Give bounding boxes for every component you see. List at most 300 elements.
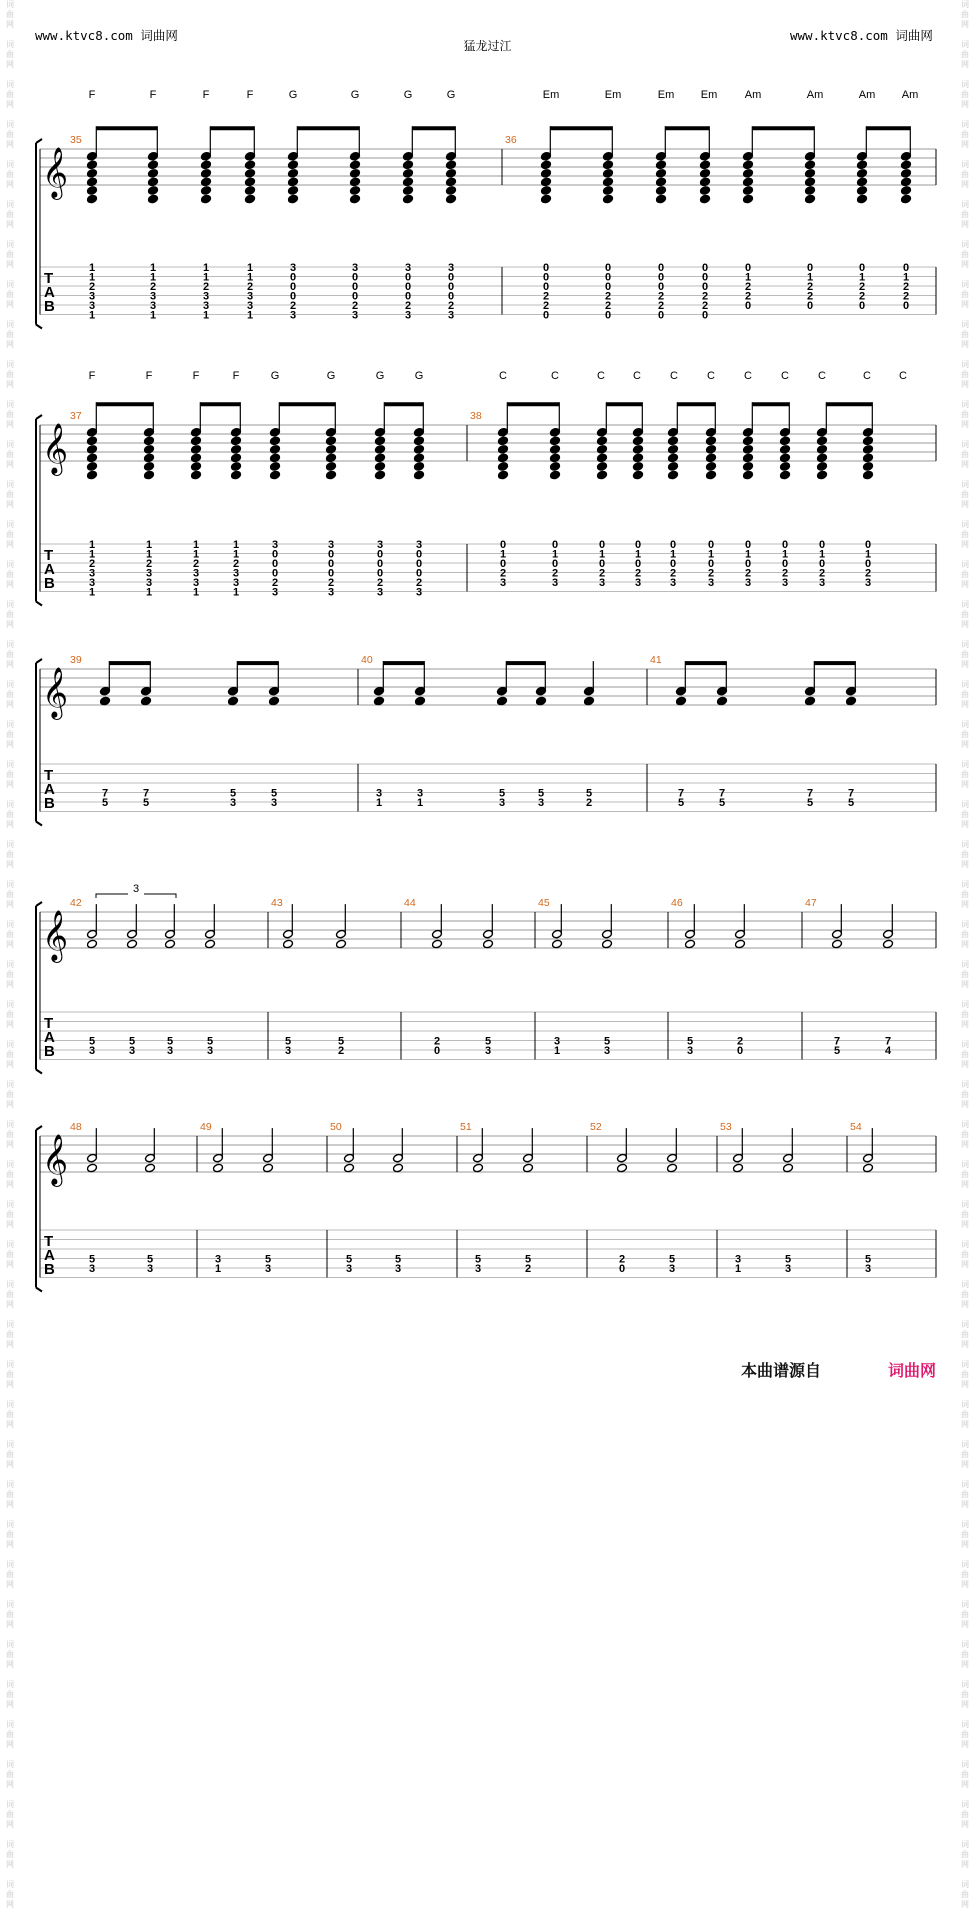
notehead: [213, 1163, 224, 1173]
tab-fret-number: 3: [88, 1045, 96, 1057]
tab-fret-number: 0: [781, 539, 789, 551]
notehead: [523, 1163, 534, 1173]
tab-fret-number: 2: [202, 281, 210, 293]
notehead: [432, 939, 443, 949]
tab-fret-number: 5: [166, 1035, 174, 1048]
tab-fret-number: 3: [415, 539, 423, 551]
tab-fret-number: 2: [145, 558, 153, 570]
tab-fret-number: 3: [289, 309, 297, 322]
notehead: [857, 169, 868, 179]
notehead: [700, 169, 711, 179]
tab-fret-number: 0: [858, 262, 866, 274]
tab-fret-number: 3: [634, 577, 642, 589]
notehead: [374, 696, 385, 706]
tab-fret-number: 7: [718, 787, 726, 800]
notehead: [817, 436, 828, 446]
notehead: [191, 470, 202, 480]
beam: [507, 402, 559, 406]
tab-fret-number: 3: [744, 577, 752, 589]
tab-fret-number: 1: [806, 271, 814, 284]
notehead: [87, 186, 98, 196]
tab-fret-number: 0: [542, 262, 550, 274]
beam: [384, 402, 423, 406]
measure-number: 46: [671, 897, 683, 909]
tab-fret-number: 3: [145, 567, 153, 580]
tab-fret-number: 3: [734, 1253, 742, 1266]
notehead: [550, 462, 561, 472]
notehead: [901, 160, 912, 170]
notehead: [743, 160, 754, 170]
tab-fret-number: 0: [447, 290, 455, 303]
tab-fret-number: 0: [289, 290, 297, 303]
tab-fret-number: 1: [145, 539, 153, 551]
tab-fret-number: 0: [818, 558, 826, 570]
notehead: [700, 194, 711, 204]
tab-fret-number: 0: [351, 281, 359, 293]
notehead: [541, 186, 552, 196]
tab-fret-number: 7: [101, 787, 109, 800]
tab-fret-number: 0: [902, 262, 910, 274]
tab-fret-number: 2: [806, 290, 814, 303]
tab-clef-letter: T: [44, 1015, 54, 1032]
chord-name: C: [863, 370, 871, 382]
treble-clef-icon: 𝄞: [42, 424, 69, 473]
tab-fret-number: 2: [806, 281, 814, 293]
notehead: [87, 445, 98, 455]
notehead: [344, 1163, 355, 1173]
tab-fret-number: 7: [833, 1035, 841, 1048]
tab-fret-number: 1: [202, 262, 210, 274]
chord-name: G: [350, 89, 360, 101]
tab-fret-number: 0: [351, 290, 359, 303]
notehead: [552, 939, 563, 949]
notehead: [326, 445, 337, 455]
tab-fret-number: 1: [232, 548, 240, 561]
notehead: [706, 470, 717, 480]
tab-fret-number: 0: [701, 271, 709, 284]
chord-name: G: [288, 89, 298, 101]
treble-clef-icon: 𝄞: [42, 148, 69, 197]
chord-name: F: [88, 89, 96, 101]
tab-fret-number: 3: [376, 539, 384, 551]
notehead: [597, 462, 608, 472]
notehead: [403, 160, 414, 170]
notehead: [245, 194, 256, 204]
measure-number: 38: [470, 410, 482, 422]
tab-fret-number: 5: [718, 797, 726, 809]
tab-fret-number: 2: [499, 567, 507, 580]
notehead: [403, 186, 414, 196]
notehead: [144, 436, 155, 446]
tab-clef-letter: B: [44, 795, 55, 812]
notehead: [375, 445, 386, 455]
notehead: [205, 939, 216, 949]
tab-fret-number: 3: [415, 586, 423, 599]
tab-fret-number: 3: [232, 567, 240, 580]
tab-fret-number: 0: [806, 300, 814, 312]
notehead: [144, 462, 155, 472]
notehead: [165, 939, 176, 949]
tab-fret-number: 2: [604, 300, 612, 312]
notehead: [350, 169, 361, 179]
notehead: [735, 939, 746, 949]
tab-fret-number: 1: [192, 539, 200, 551]
tab-fret-number: 1: [634, 548, 642, 561]
tab-fret-number: 3: [394, 1263, 402, 1275]
tab-fret-number: 3: [166, 1045, 174, 1057]
tab-fret-number: 5: [146, 1253, 154, 1266]
tab-fret-number: 3: [145, 577, 153, 589]
notehead: [288, 194, 299, 204]
tab-fret-number: 1: [551, 548, 559, 561]
tab-fret-number: 5: [537, 787, 545, 800]
tab-fret-number: 5: [88, 1253, 96, 1266]
tab-fret-number: 3: [88, 1263, 96, 1275]
notehead: [375, 470, 386, 480]
tab-fret-number: 2: [744, 281, 752, 293]
notehead: [326, 470, 337, 480]
notehead: [375, 462, 386, 472]
tab-fret-number: 0: [657, 281, 665, 293]
tab-fret-number: 5: [864, 1253, 872, 1266]
notehead: [498, 462, 509, 472]
notehead: [446, 169, 457, 179]
beam: [96, 126, 157, 130]
measure-number: 52: [590, 1121, 602, 1133]
notehead: [863, 462, 874, 472]
chord-name: Em: [542, 89, 560, 101]
tab-fret-number: 3: [668, 1263, 676, 1275]
chord-name: Am: [901, 89, 919, 101]
notehead: [805, 696, 816, 706]
chord-name: G: [326, 370, 336, 382]
tab-fret-number: 0: [404, 281, 412, 293]
tab-fret-number: 0: [864, 558, 872, 570]
song-title: 猛龙过江: [463, 39, 512, 53]
beam: [210, 126, 254, 130]
beam: [109, 661, 150, 665]
notehead: [326, 462, 337, 472]
beam: [866, 126, 910, 130]
tab-fret-number: 0: [542, 281, 550, 293]
tab-fret-number: 2: [902, 290, 910, 303]
tab-fret-number: 2: [657, 300, 665, 312]
tab-fret-number: 3: [88, 567, 96, 580]
tab-fret-number: 2: [669, 567, 677, 580]
chord-name: C: [499, 370, 507, 382]
notehead: [603, 169, 614, 179]
tab-fret-number: 5: [677, 797, 685, 809]
tab-fret-number: 1: [499, 548, 507, 561]
tab-fret-number: 1: [88, 548, 96, 561]
tab-fret-number: 1: [246, 309, 254, 322]
tab-fret-number: 0: [404, 290, 412, 303]
notehead: [602, 939, 613, 949]
tab-fret-number: 2: [618, 1253, 626, 1266]
notehead: [541, 194, 552, 204]
tab-clef-letter: A: [44, 284, 55, 301]
measure-number: 42: [70, 897, 82, 909]
chord-name: G: [446, 89, 456, 101]
tab-fret-number: 3: [149, 290, 157, 303]
notehead: [415, 696, 426, 706]
notehead: [100, 696, 111, 706]
notehead: [269, 696, 280, 706]
tab-fret-number: 0: [327, 548, 335, 561]
tab-fret-number: 1: [88, 586, 96, 599]
tab-fret-number: 1: [864, 548, 872, 561]
beam: [279, 402, 335, 406]
notehead: [403, 169, 414, 179]
chord-name: C: [707, 370, 715, 382]
chord-name: G: [270, 370, 280, 382]
notehead: [270, 445, 281, 455]
tab-fret-number: 0: [736, 1045, 744, 1057]
tab-fret-number: 2: [864, 567, 872, 580]
tab-fret-number: 2: [192, 558, 200, 570]
notehead: [805, 169, 816, 179]
notehead: [633, 445, 644, 455]
tab-clef-letter: B: [44, 1261, 55, 1278]
tab-fret-number: 3: [404, 309, 412, 322]
tab-fret-number: 5: [284, 1035, 292, 1048]
notehead: [883, 939, 894, 949]
tab-fret-number: 5: [101, 797, 109, 809]
tab-fret-number: 2: [271, 577, 279, 589]
chord-name: C: [633, 370, 641, 382]
tab-fret-number: 0: [657, 262, 665, 274]
tab-fret-number: 5: [603, 1035, 611, 1048]
tab-clef-letter: B: [44, 298, 55, 315]
tab-fret-number: 3: [202, 290, 210, 303]
notehead: [201, 169, 212, 179]
tab-fret-number: 2: [404, 300, 412, 312]
notehead: [270, 462, 281, 472]
tab-fret-number: 0: [707, 539, 715, 551]
tab-fret-number: 0: [744, 558, 752, 570]
measure-number: 54: [850, 1121, 862, 1133]
header-site-left[interactable]: www.ktvc8.com 词曲网: [35, 28, 178, 43]
notehead: [805, 186, 816, 196]
measure-number: 43: [271, 897, 283, 909]
tab-fret-number: 0: [744, 539, 752, 551]
chord-name: C: [899, 370, 907, 382]
chord-name: F: [202, 89, 210, 101]
footer-logo[interactable]: 词曲网: [888, 1361, 937, 1380]
chord-name: C: [597, 370, 605, 382]
tab-fret-number: 1: [669, 548, 677, 561]
notehead: [446, 194, 457, 204]
chord-name: F: [192, 370, 200, 382]
notehead: [597, 445, 608, 455]
notehead: [857, 160, 868, 170]
notehead: [743, 186, 754, 196]
tab-fret-number: 1: [88, 271, 96, 284]
beam: [550, 126, 612, 130]
notehead: [148, 194, 159, 204]
tab-fret-number: 2: [858, 290, 866, 303]
tab-fret-number: 0: [604, 271, 612, 284]
notehead: [283, 939, 294, 949]
chord-name: F: [232, 370, 240, 382]
tab-fret-number: 3: [246, 290, 254, 303]
notehead: [231, 462, 242, 472]
tab-fret-number: 5: [686, 1035, 694, 1048]
chord-name: C: [670, 370, 678, 382]
tab-fret-number: 2: [598, 567, 606, 580]
tab-fret-number: 0: [818, 539, 826, 551]
header-site-right[interactable]: www.ktvc8.com 词曲网: [790, 28, 933, 43]
tab-fret-number: 2: [818, 567, 826, 580]
notehead: [550, 445, 561, 455]
tab-fret-number: 0: [744, 262, 752, 274]
tab-fret-number: 0: [289, 271, 297, 284]
notehead: [656, 169, 667, 179]
chord-name: G: [403, 89, 413, 101]
beam: [383, 661, 424, 665]
notehead: [780, 470, 791, 480]
notehead: [656, 160, 667, 170]
tab-fret-number: 1: [902, 271, 910, 284]
chord-name: Em: [700, 89, 718, 101]
tab-clef-letter: A: [44, 561, 55, 578]
notehead: [743, 445, 754, 455]
tab-clef-letter: T: [44, 270, 54, 287]
notehead: [326, 436, 337, 446]
tab-fret-number: 2: [327, 577, 335, 589]
tab-fret-number: 0: [806, 262, 814, 274]
notehead: [201, 160, 212, 170]
tab-fret-number: 2: [634, 567, 642, 580]
tab-fret-number: 3: [416, 787, 424, 800]
tab-fret-number: 0: [657, 271, 665, 284]
tab-fret-number: 3: [146, 1263, 154, 1275]
tab-fret-number: 3: [781, 577, 789, 589]
notehead: [805, 194, 816, 204]
tab-fret-number: 0: [376, 567, 384, 580]
tab-fret-number: 3: [246, 300, 254, 312]
tab-fret-number: 0: [902, 300, 910, 312]
notehead: [780, 436, 791, 446]
tab-fret-number: 3: [603, 1045, 611, 1057]
notehead: [87, 1163, 98, 1173]
chord-name: C: [744, 370, 752, 382]
notehead: [863, 1163, 874, 1173]
tab-fret-number: 2: [744, 567, 752, 580]
tab-fret-number: 5: [142, 797, 150, 809]
tab-fret-number: 3: [818, 577, 826, 589]
notehead: [668, 445, 679, 455]
notehead: [667, 1163, 678, 1173]
tab-fret-number: 0: [551, 539, 559, 551]
tab-fret-number: 2: [415, 577, 423, 589]
notehead: [700, 160, 711, 170]
tab-clef-letter: T: [44, 547, 54, 564]
tab-fret-number: 7: [806, 787, 814, 800]
beam: [412, 126, 455, 130]
tab-fret-number: 3: [686, 1045, 694, 1057]
notehead: [832, 939, 843, 949]
notehead: [863, 445, 874, 455]
triplet-number: 3: [132, 883, 140, 895]
tab-fret-number: 1: [88, 539, 96, 551]
chord-name: C: [818, 370, 826, 382]
notehead: [863, 470, 874, 480]
tab-fret-number: 3: [192, 577, 200, 589]
measure-number: 39: [70, 654, 82, 666]
notehead: [144, 470, 155, 480]
notehead: [350, 194, 361, 204]
notehead: [603, 186, 614, 196]
tab-fret-number: 5: [847, 797, 855, 809]
notehead: [780, 462, 791, 472]
tab-fret-number: 5: [806, 797, 814, 809]
tab-fret-number: 0: [634, 539, 642, 551]
notehead: [498, 470, 509, 480]
tab-fret-number: 3: [327, 539, 335, 551]
tab-fret-number: 0: [707, 558, 715, 570]
tab-fret-number: 2: [585, 797, 593, 809]
notehead: [228, 696, 239, 706]
beam: [297, 126, 359, 130]
tab-fret-number: 0: [744, 300, 752, 312]
notehead: [145, 1163, 156, 1173]
tab-fret-number: 5: [337, 1035, 345, 1048]
notehead: [87, 169, 98, 179]
notehead: [446, 160, 457, 170]
beam: [506, 661, 545, 665]
tab-fret-number: 1: [145, 586, 153, 599]
beam: [685, 661, 726, 665]
tab-fret-number: 2: [232, 558, 240, 570]
notehead: [191, 462, 202, 472]
notehead: [231, 436, 242, 446]
measure-number: 35: [70, 134, 82, 146]
tab-fret-number: 0: [864, 539, 872, 551]
tab-fret-number: 3: [264, 1263, 272, 1275]
notehead: [817, 470, 828, 480]
tab-clef-letter: B: [44, 1043, 55, 1060]
notehead: [817, 445, 828, 455]
tab-fret-number: 1: [149, 262, 157, 274]
beam: [752, 402, 789, 406]
measure-number: 53: [720, 1121, 732, 1133]
notehead: [336, 939, 347, 949]
tab-fret-number: 3: [484, 1045, 492, 1057]
tab-fret-number: 2: [542, 300, 550, 312]
tab-fret-number: 3: [864, 577, 872, 589]
tab-fret-number: 1: [88, 309, 96, 322]
tab-fret-number: 3: [447, 262, 455, 274]
notehead: [87, 194, 98, 204]
tab-fret-number: 0: [598, 558, 606, 570]
tab-fret-number: 3: [376, 586, 384, 599]
beam: [96, 402, 153, 406]
tab-fret-number: 1: [149, 271, 157, 284]
tab-fret-number: 2: [351, 300, 359, 312]
notehead: [706, 436, 717, 446]
beam: [200, 402, 240, 406]
notehead: [288, 186, 299, 196]
notehead: [446, 186, 457, 196]
tab-fret-number: 2: [701, 290, 709, 303]
chord-name: Am: [806, 89, 824, 101]
treble-clef-icon: 𝄞: [42, 911, 69, 960]
tab-fret-number: 2: [707, 567, 715, 580]
notehead: [350, 160, 361, 170]
notehead: [263, 1163, 274, 1173]
notehead: [536, 696, 547, 706]
